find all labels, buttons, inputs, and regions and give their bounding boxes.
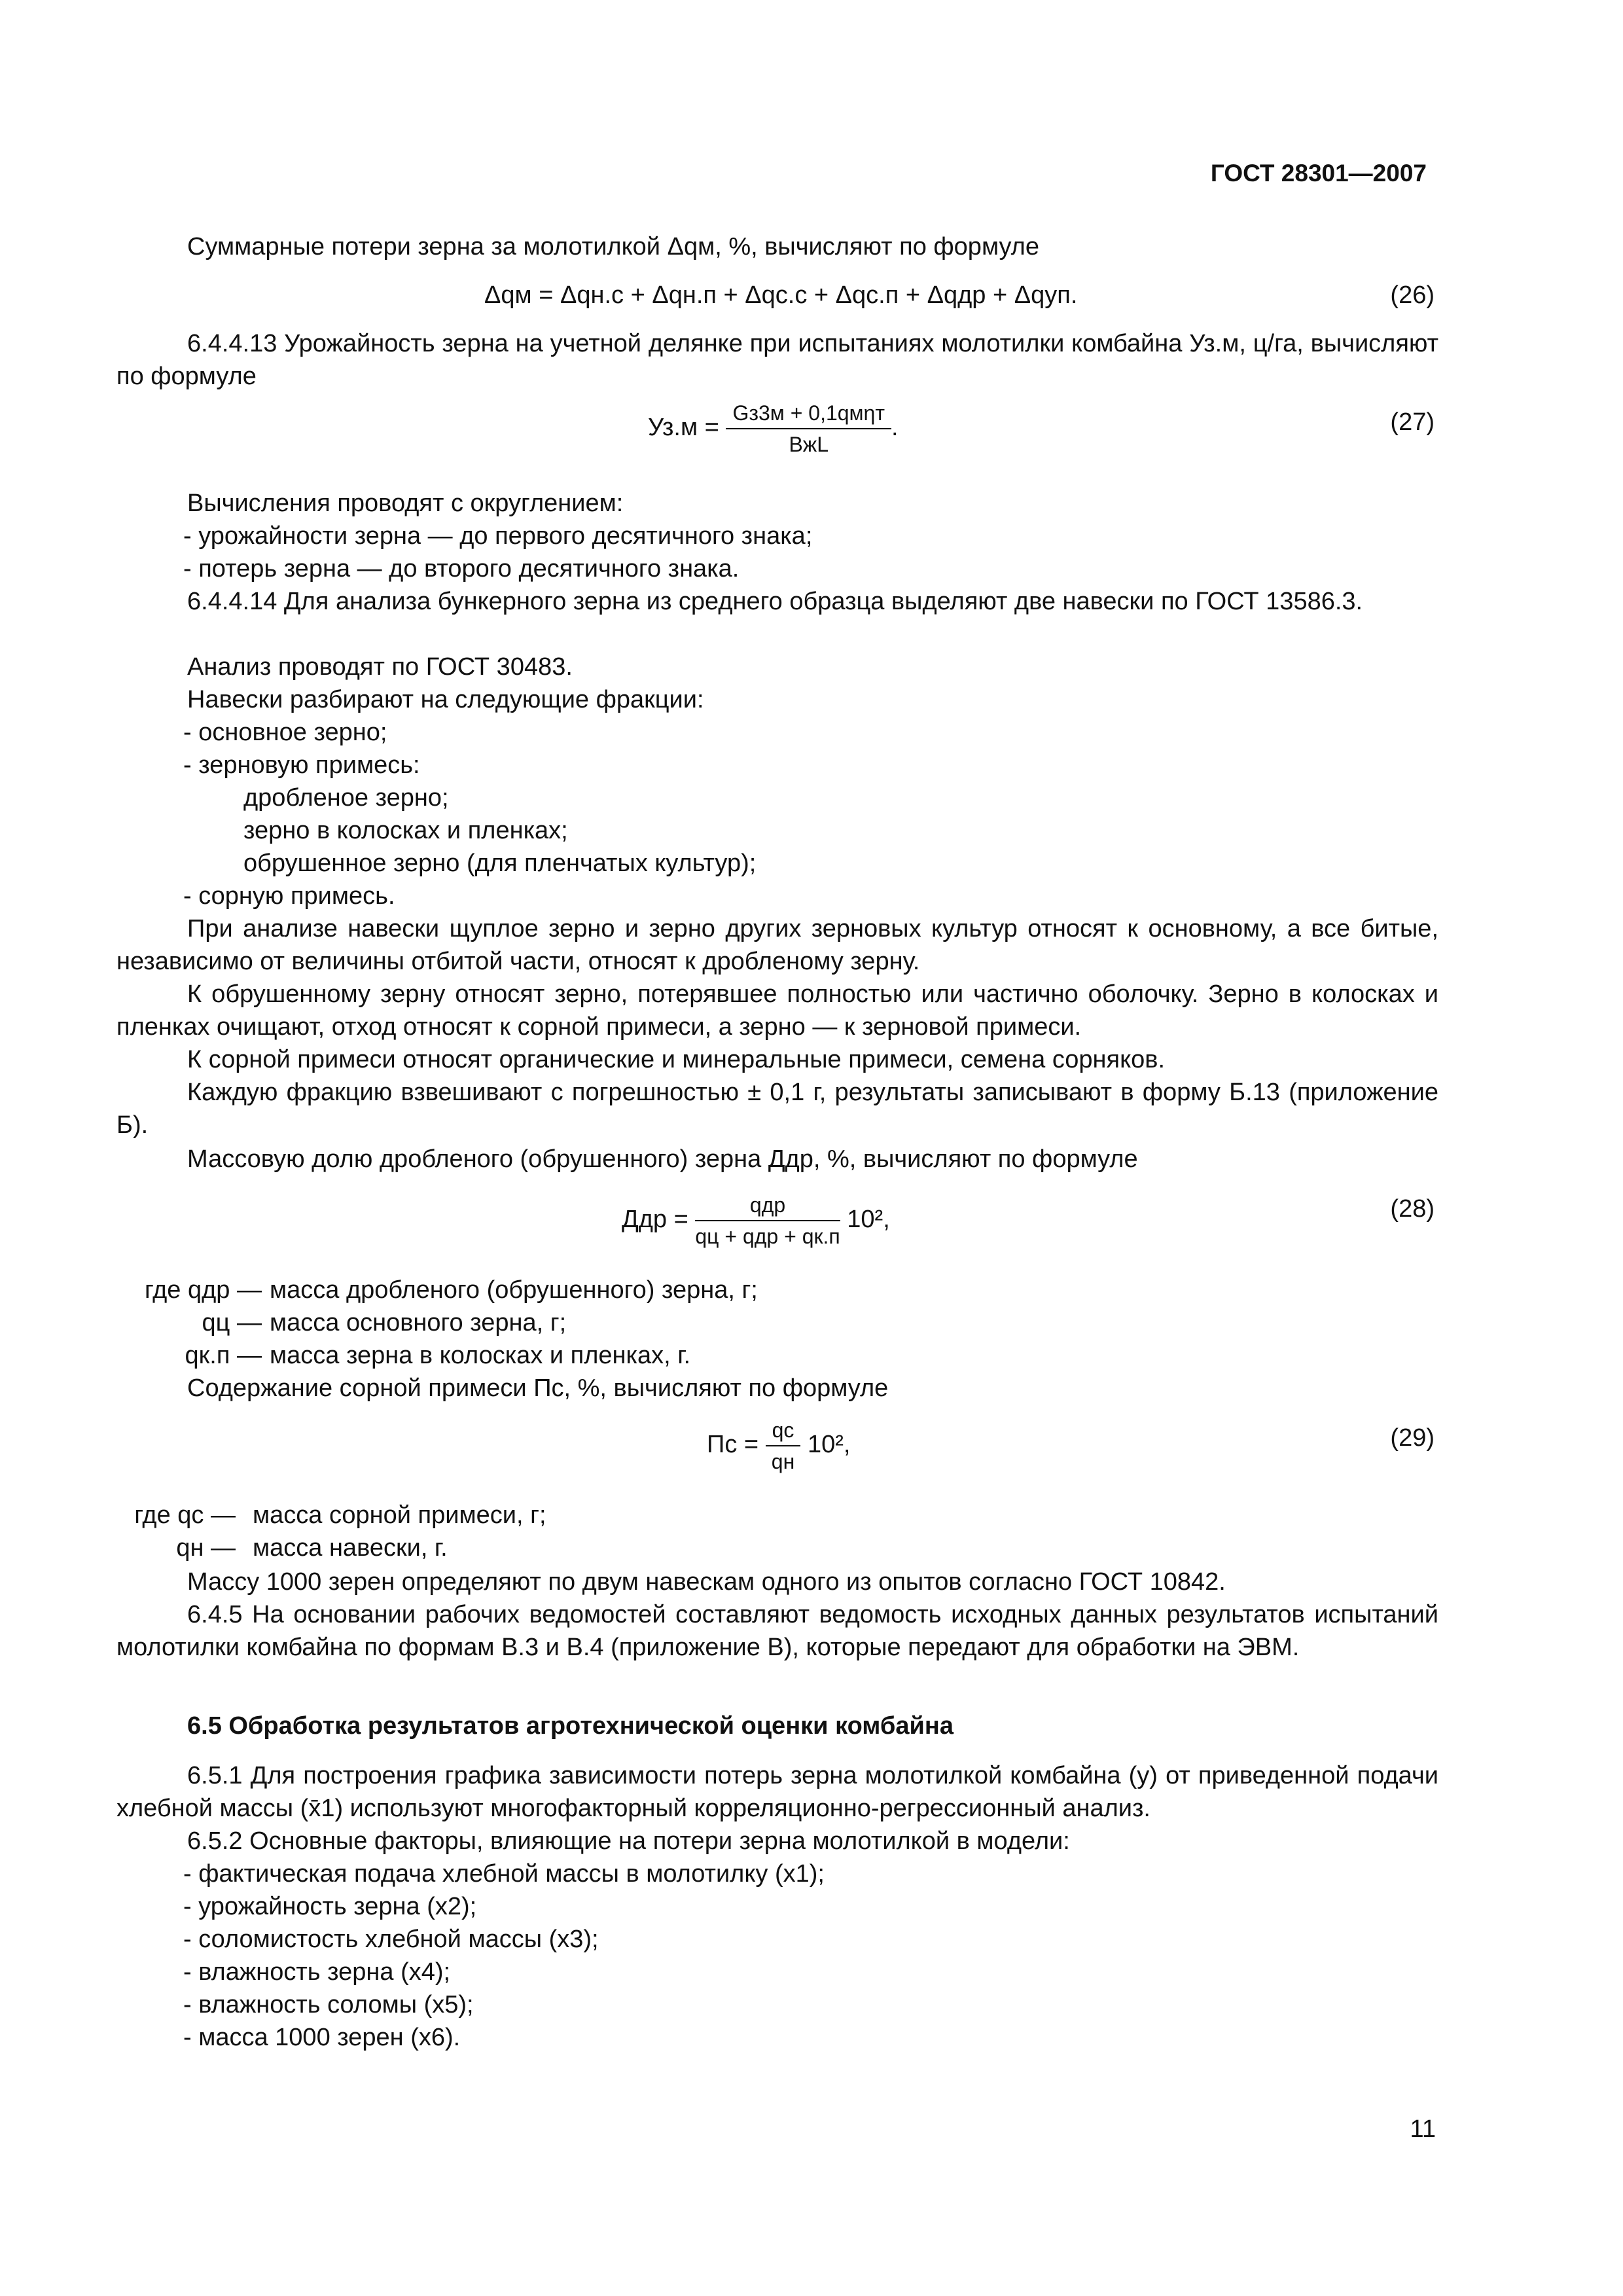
fraction-item: - сорную примесь. (183, 882, 395, 910)
formula-27-denominator: BжL (789, 433, 829, 456)
grain-sub-item: зерно в колосках и пленках; (243, 817, 568, 844)
fraction-item: - основное зерно; (183, 719, 387, 746)
formula-28-fraction (695, 1193, 840, 1249)
paragraph-1000-grains: Массу 1000 зерен определяют по двум навескам одного из опытов согласно ГОСТ 10842. (187, 1568, 1226, 1596)
formula-number-27: (27) (1390, 408, 1435, 436)
formula-29-tail: 10², (807, 1431, 851, 1459)
formula-number-29: (29) (1390, 1424, 1435, 1452)
factor-item: - влажность соломы (x5); (183, 1991, 474, 2018)
formula-27 (648, 401, 899, 457)
paragraph-weed-content: Содержание сорной примеси Пс, %, вычисляют по формуле (187, 1374, 889, 1402)
formula-27-fraction (726, 401, 891, 457)
paragraph-rounding: Вычисления проводят с округлением: (187, 490, 624, 517)
legend-description: масса сорной примеси, г; (253, 1501, 546, 1529)
formula-29 (707, 1418, 850, 1474)
paragraph-hulled-grain: К обрушенному зерну относят зерно, потерявшее полностью или частично оболочку. Зерно в колосках и пленках очищают, отход относят к сорной примеси, а зерно — к зерновой примеси. (116, 980, 1438, 1041)
formula-28-denominator: qц + qдр + qк.п (695, 1225, 840, 1248)
formula-27-tail: . (891, 414, 899, 442)
legend-symbol: qк.п — (185, 1342, 262, 1369)
formula-number-26: (26) (1390, 281, 1435, 309)
paragraph-puny-grain: При анализе навески щуплое зерно и зерно других зерновых культур относят к основному, а все битые, независимо от величины отбитой части, относят к дробленому зерну. (116, 915, 1438, 975)
formula-28 (622, 1193, 890, 1249)
paragraph-6-5-1: 6.5.1 Для построения графика зависимости потерь зерна молотилкой комбайна (y) от приведенной подачи хлебной массы (x̄1) используют многофакторный корреляционно-регрессионный анализ. (116, 1762, 1438, 1822)
formula-number-28: (28) (1390, 1195, 1435, 1223)
paragraph-crushed: Массовую долю дробленого (обрушенного) зерна Ддр, %, вычисляют по формуле (187, 1145, 1138, 1173)
paragraph-6-4-5: 6.4.5 На основании рабочих ведомостей составляют ведомость исходных данных результатов испытаний молотилки комбайна по формам В.3 и В.4 (приложение В), которые передают для обработки на ЭВМ. (116, 1601, 1438, 1661)
paragraph-fractions: Навески разбирают на следующие фракции: (187, 686, 704, 713)
paragraph-weigh: Каждую фракцию взвешивают с погрешностью ± 0,1 г, результаты записывают в форму Б.13 (приложение Б). (116, 1079, 1438, 1139)
paragraph-analysis: Анализ проводят по ГОСТ 30483. (187, 653, 573, 681)
legend-symbol: где qс — (134, 1501, 236, 1529)
fraction-item: - зерновую примесь: (183, 751, 420, 779)
rounding-item: - урожайности зерна — до первого десятичного знака; (183, 522, 813, 550)
formula-26: Δqм = Δqн.с + Δqн.п + Δqс.с + Δqс.п + Δqдр + Δqуп. (484, 281, 1078, 309)
formula-29-lhs: Пс = (707, 1431, 759, 1459)
rounding-item: - потерь зерна — до второго десятичного знака. (183, 555, 740, 583)
grain-sub-item: дробленое зерно; (243, 784, 449, 812)
grain-sub-item: обрушенное зерно (для пленчатых культур); (243, 850, 757, 877)
factor-item: - урожайность зерна (x2); (183, 1893, 477, 1920)
factor-item: - соломистость хлебной массы (x3); (183, 1926, 599, 1953)
legend-symbol: qн — (176, 1534, 236, 1562)
section-heading-6-5: 6.5 Обработка результатов агротехнической оценки комбайна (187, 1712, 954, 1740)
paragraph-6-4-4-14: 6.4.4.14 Для анализа бункерного зерна из среднего образца выделяют две навески по ГОСТ 13586.3. (187, 588, 1363, 615)
paragraph-total-loss: Суммарные потери зерна за молотилкой Δqм, %, вычисляют по формуле (187, 233, 1039, 260)
formula-29-fraction (766, 1418, 801, 1474)
formula-28-numerator: qдр (695, 1193, 840, 1221)
page-number: 11 (1410, 2115, 1436, 2143)
factor-item: - масса 1000 зерен (x6). (183, 2024, 461, 2051)
formula-29-numerator: qс (766, 1418, 801, 1446)
legend-description: масса зерна в колосках и пленках, г. (270, 1342, 691, 1369)
legend-description: масса дробленого (обрушенного) зерна, г; (270, 1276, 758, 1304)
factor-item: - фактическая подача хлебной массы в молотилку (x1); (183, 1860, 825, 1888)
legend-description: масса навески, г. (253, 1534, 448, 1562)
paragraph-6-4-4-13: 6.4.4.13 Урожайность зерна на учетной делянке при испытаниях молотилки комбайна Уз.м, ц/га, вычисляют по формуле (116, 330, 1438, 390)
factor-item: - влажность зерна (x4); (183, 1958, 451, 1986)
formula-28-lhs: Ддр = (622, 1206, 688, 1234)
paragraph-weed: К сорной примеси относят органические и минеральные примеси, семена сорняков. (187, 1046, 1166, 1073)
paragraph-6-5-2: 6.5.2 Основные факторы, влияющие на потери зерна молотилкой в модели: (187, 1827, 1070, 1855)
legend-description: масса основного зерна, г; (270, 1309, 567, 1336)
formula-28-tail: 10², (847, 1206, 890, 1234)
formula-27-numerator: Gз3м + 0,1qмηт (726, 401, 891, 429)
legend-symbol: где qдр — (144, 1276, 262, 1304)
formula-29-denominator: qн (771, 1450, 795, 1473)
formula-27-lhs: Уз.м = (648, 414, 719, 442)
document-header: ГОСТ 28301—2007 (1210, 160, 1427, 187)
legend-symbol: qц — (202, 1309, 262, 1336)
